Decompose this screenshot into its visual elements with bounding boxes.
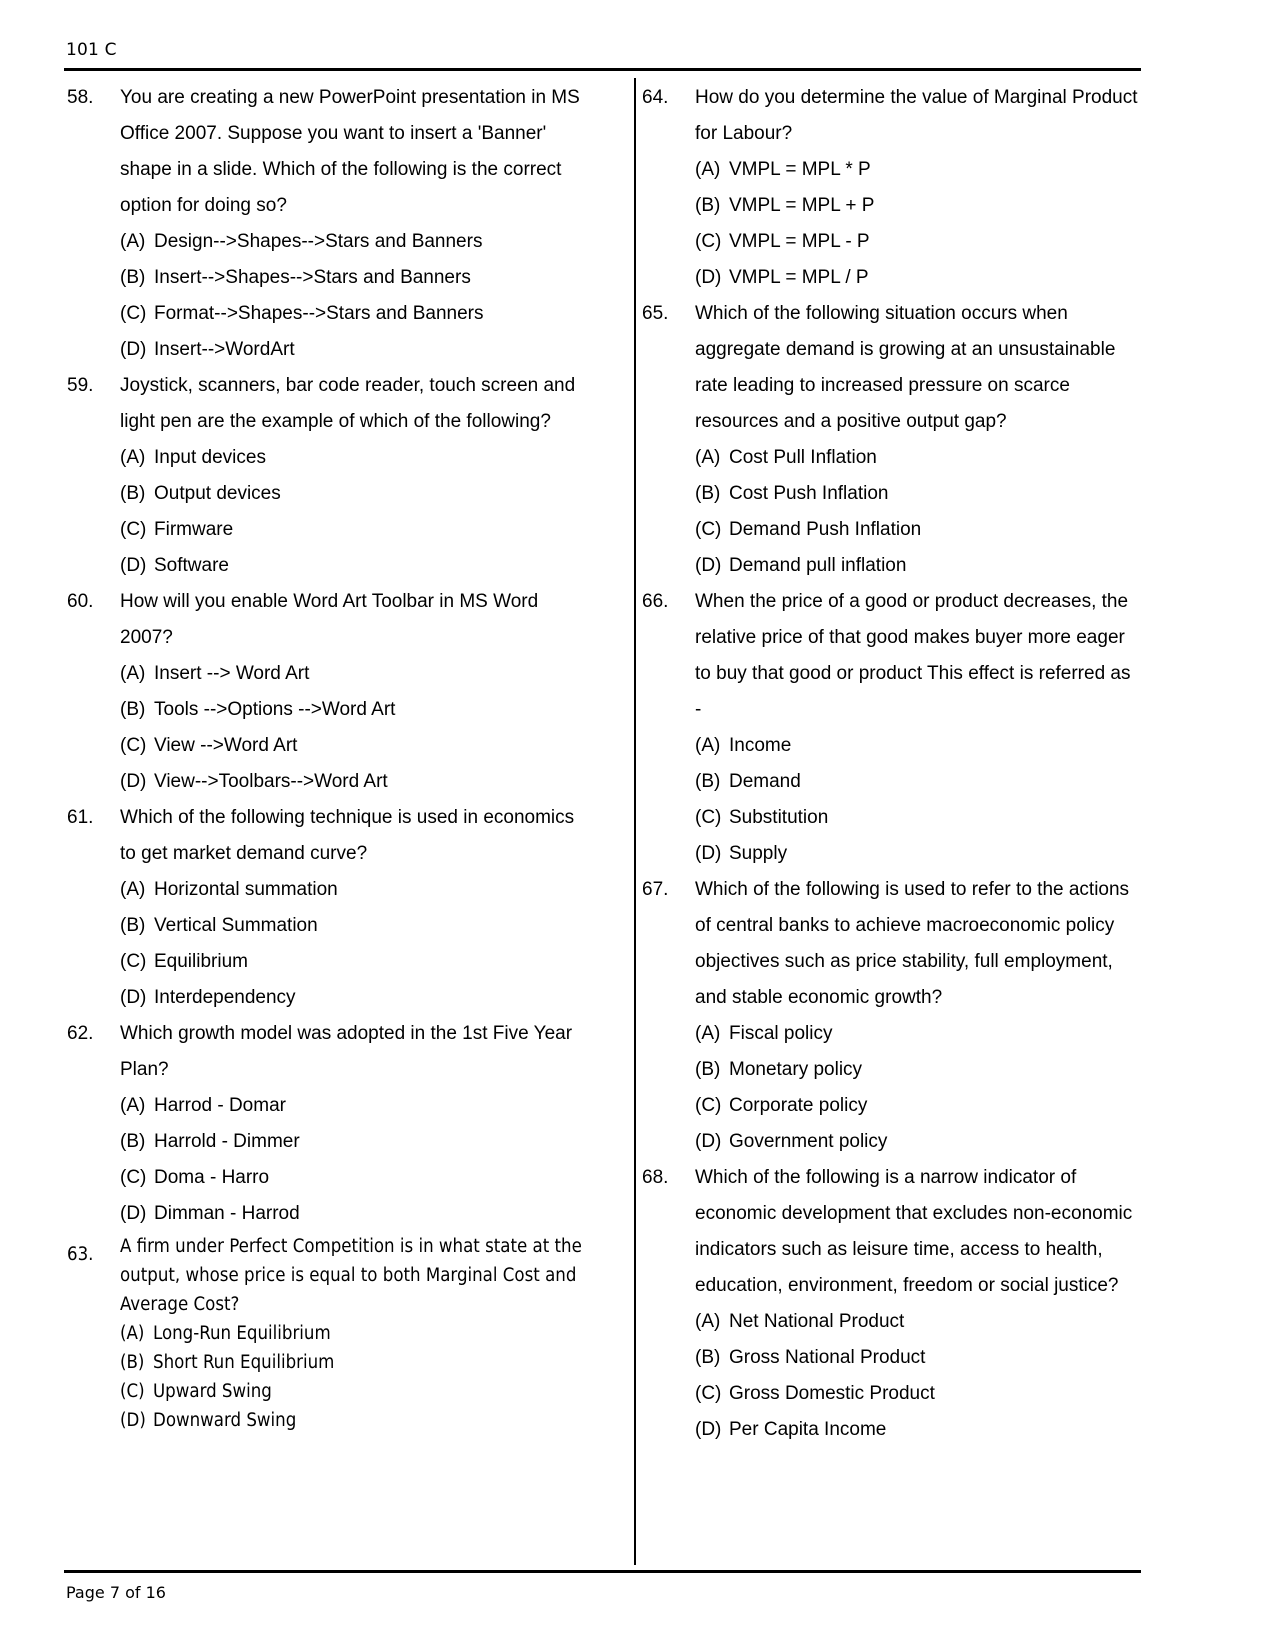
answer-option[interactable]: [120, 944, 591, 980]
option-text: VMPL = MPL / P: [729, 267, 869, 288]
option-text: Net National Product: [729, 1311, 905, 1332]
option-text: Software: [154, 555, 229, 576]
answer-option[interactable]: [695, 260, 1141, 296]
answer-option[interactable]: [695, 152, 1141, 188]
option-text: Upward Swing: [153, 1381, 272, 1402]
question-number: 59.: [67, 375, 94, 396]
option-key: (D): [695, 267, 722, 288]
option-text: Cost Push Inflation: [729, 483, 889, 504]
option-key: (D): [120, 555, 147, 576]
question-stem: Joystick, scanners, bar code reader, touch screen and light pen are the example of which of the following?: [120, 375, 576, 432]
question-stem: Which of the following is used to refer to the actions of central banks to achieve macroeconomic policy objectives such as price stability, full employment, and stable economic growth?: [695, 879, 1130, 1008]
option-key: (A): [120, 1323, 145, 1344]
option-text: Monetary policy: [729, 1059, 863, 1080]
answer-option[interactable]: [695, 1124, 1141, 1160]
option-text: Short Run Equilibrium: [153, 1352, 335, 1373]
page-number-label: Page 7 of 16: [66, 1583, 166, 1602]
question-body: [120, 800, 591, 1016]
answer-option[interactable]: [695, 548, 1141, 584]
question-block: [639, 584, 1141, 872]
option-key: (A): [120, 231, 146, 252]
answer-option[interactable]: [695, 224, 1141, 260]
header-divider-rule: [64, 68, 1141, 71]
option-key: (D): [695, 843, 722, 864]
option-text: View-->Toolbars-->Word Art: [154, 771, 388, 792]
option-key: (D): [695, 1131, 722, 1152]
question-body: [695, 872, 1141, 1160]
question-number: 68.: [642, 1167, 669, 1188]
option-key: (D): [695, 1419, 722, 1440]
answer-option[interactable]: [120, 1319, 591, 1348]
answer-option[interactable]: [120, 1348, 591, 1377]
option-key: (B): [120, 1131, 146, 1152]
answer-option[interactable]: [120, 764, 591, 800]
question-stem: A firm under Perfect Competition is in what state at the output, whose price is equal to both Marginal Cost and Average Cost?: [120, 1236, 582, 1315]
option-key: (A): [120, 663, 146, 684]
option-text: Cost Pull Inflation: [729, 447, 877, 468]
option-key: (B): [120, 699, 146, 720]
question-number: 66.: [642, 591, 669, 612]
option-text: Insert-->WordArt: [154, 339, 295, 360]
right-question-column: [609, 80, 1141, 1448]
option-key: (B): [120, 1352, 145, 1373]
question-stem: Which growth model was adopted in the 1st Five Year Plan?: [120, 1023, 573, 1080]
answer-option[interactable]: [120, 1196, 591, 1232]
option-text: VMPL = MPL + P: [729, 195, 875, 216]
option-text: VMPL = MPL - P: [729, 231, 870, 252]
question-number: 65.: [642, 303, 669, 324]
answer-option[interactable]: [120, 1406, 591, 1435]
question-body: [120, 1232, 591, 1435]
option-key: (B): [120, 483, 146, 504]
option-key: (D): [120, 987, 147, 1008]
option-text: Per Capita Income: [729, 1419, 887, 1440]
option-text: Substitution: [729, 807, 829, 828]
option-text: Vertical Summation: [154, 915, 318, 936]
question-block: [639, 80, 1141, 296]
option-key: (D): [120, 339, 147, 360]
option-key: (A): [695, 447, 721, 468]
option-text: VMPL = MPL * P: [729, 159, 871, 180]
question-block: [64, 1232, 591, 1435]
option-key: (C): [695, 519, 722, 540]
option-key: (A): [695, 1311, 721, 1332]
answer-option[interactable]: [120, 224, 591, 260]
answer-option[interactable]: [695, 1052, 1141, 1088]
option-text: Supply: [729, 843, 788, 864]
answer-option[interactable]: [695, 728, 1141, 764]
option-key: (A): [120, 447, 146, 468]
answer-option[interactable]: [120, 1088, 591, 1124]
question-block: [639, 296, 1141, 584]
option-text: Insert-->Shapes-->Stars and Banners: [154, 267, 471, 288]
option-text: Equilibrium: [154, 951, 248, 972]
answer-option[interactable]: [695, 1016, 1141, 1052]
option-key: (C): [120, 951, 147, 972]
answer-option[interactable]: [120, 1377, 591, 1406]
option-text: Demand pull inflation: [729, 555, 907, 576]
option-key: (B): [695, 195, 721, 216]
answer-option[interactable]: [120, 872, 591, 908]
answer-option[interactable]: [120, 296, 591, 332]
option-key: (B): [695, 1347, 721, 1368]
answer-option[interactable]: [120, 728, 591, 764]
option-key: (D): [120, 771, 147, 792]
option-key: (C): [695, 1095, 722, 1116]
option-key: (B): [695, 1059, 721, 1080]
option-key: (D): [120, 1203, 147, 1224]
answer-option[interactable]: [120, 476, 591, 512]
option-text: Harrod - Domar: [154, 1095, 286, 1116]
option-text: Long-Run Equilibrium: [153, 1323, 331, 1344]
option-text: Insert --> Word Art: [154, 663, 310, 684]
question-columns: [64, 80, 1141, 1448]
question-body: [120, 368, 591, 584]
option-key: (C): [120, 519, 147, 540]
question-number: 62.: [67, 1023, 94, 1044]
answer-option[interactable]: [695, 1412, 1141, 1448]
answer-option[interactable]: [695, 1376, 1141, 1412]
answer-option[interactable]: [120, 332, 591, 368]
option-key: (C): [120, 1167, 147, 1188]
option-text: Harrold - Dimmer: [154, 1131, 300, 1152]
answer-option[interactable]: [120, 656, 591, 692]
option-key: (A): [695, 735, 721, 756]
option-text: Gross National Product: [729, 1347, 926, 1368]
question-number: 60.: [67, 591, 94, 612]
option-key: (D): [695, 555, 722, 576]
answer-option[interactable]: [695, 440, 1141, 476]
paper-code: 101 C: [66, 40, 117, 60]
option-text: Interdependency: [154, 987, 296, 1008]
answer-option[interactable]: [120, 548, 591, 584]
question-stem: Which of the following is a narrow indicator of economic development that excludes non-economic indicators such as leisure time, access to health, education, environment, freedom or social justice?: [695, 1167, 1133, 1296]
option-key: (B): [120, 915, 146, 936]
option-key: (C): [120, 735, 147, 756]
question-block: [64, 80, 591, 368]
question-block: [64, 584, 591, 800]
answer-option[interactable]: [120, 692, 591, 728]
option-text: Output devices: [154, 483, 281, 504]
option-key: (C): [695, 1383, 722, 1404]
answer-option[interactable]: [120, 1160, 591, 1196]
question-number: 58.: [67, 87, 94, 108]
answer-option[interactable]: [695, 512, 1141, 548]
option-key: (C): [120, 303, 147, 324]
answer-option[interactable]: [120, 1124, 591, 1160]
option-text: View -->Word Art: [154, 735, 298, 756]
answer-option[interactable]: [695, 836, 1141, 872]
question-block: [64, 1016, 591, 1232]
answer-option[interactable]: [120, 512, 591, 548]
question-block: [639, 1160, 1141, 1448]
option-text: Doma - Harro: [154, 1167, 270, 1188]
option-text: Format-->Shapes-->Stars and Banners: [154, 303, 484, 324]
option-text: Demand Push Inflation: [729, 519, 922, 540]
answer-option[interactable]: [120, 440, 591, 476]
footer-divider-rule: [64, 1570, 1141, 1573]
answer-option[interactable]: [120, 980, 591, 1016]
question-body: [695, 1160, 1141, 1448]
question-block: [64, 368, 591, 584]
question-body: [695, 584, 1141, 872]
option-text: Horizontal summation: [154, 879, 338, 900]
question-stem: You are creating a new PowerPoint presentation in MS Office 2007. Suppose you want to insert a 'Banner' shape in a slide. Which of the following is the correct option for doing so?: [120, 87, 580, 216]
option-key: (B): [695, 483, 721, 504]
option-key: (C): [695, 807, 722, 828]
option-text: Tools -->Options -->Word Art: [154, 699, 396, 720]
question-stem: When the price of a good or product decreases, the relative price of that good makes buyer more eager to buy that good or product This effect is referred as -: [695, 591, 1131, 720]
option-key: (C): [120, 1381, 145, 1402]
question-stem: Which of the following technique is used in economics to get market demand curve?: [120, 807, 575, 864]
option-text: Dimman - Harrod: [154, 1203, 300, 1224]
question-number: 61.: [67, 807, 94, 828]
question-body: [120, 1016, 591, 1232]
option-text: Government policy: [729, 1131, 888, 1152]
option-key: (B): [120, 267, 146, 288]
option-text: Firmware: [154, 519, 234, 540]
option-text: Corporate policy: [729, 1095, 868, 1116]
answer-option[interactable]: [695, 800, 1141, 836]
answer-option[interactable]: [695, 188, 1141, 224]
option-text: Input devices: [154, 447, 266, 468]
option-text: Fiscal policy: [729, 1023, 833, 1044]
answer-option[interactable]: [695, 1088, 1141, 1124]
option-text: Gross Domestic Product: [729, 1383, 935, 1404]
question-block: [639, 872, 1141, 1160]
question-body: [695, 296, 1141, 584]
answer-option[interactable]: [695, 476, 1141, 512]
question-stem: How do you determine the value of Marginal Product for Labour?: [695, 87, 1138, 144]
question-block: [64, 800, 591, 1016]
question-body: [120, 584, 591, 800]
option-key: (C): [695, 231, 722, 252]
answer-option[interactable]: [120, 260, 591, 296]
option-key: (B): [695, 771, 721, 792]
option-text: Income: [729, 735, 792, 756]
option-text: Downward Swing: [153, 1410, 297, 1431]
option-key: (A): [695, 159, 721, 180]
answer-option[interactable]: [695, 1304, 1141, 1340]
question-body: [120, 80, 591, 368]
left-question-column: [64, 80, 609, 1435]
answer-option[interactable]: [695, 764, 1141, 800]
question-body: [695, 80, 1141, 296]
option-text: Demand: [729, 771, 801, 792]
question-number: 67.: [642, 879, 669, 900]
question-number: 64.: [642, 87, 669, 108]
option-key: (A): [120, 1095, 146, 1116]
answer-option[interactable]: [120, 908, 591, 944]
option-key: (D): [120, 1410, 146, 1431]
option-text: Design-->Shapes-->Stars and Banners: [154, 231, 483, 252]
option-key: (A): [695, 1023, 721, 1044]
question-stem: Which of the following situation occurs when aggregate demand is growing at an unsustainable rate leading to increased pressure on scarce resources and a positive output gap?: [695, 303, 1116, 432]
question-number: 63.: [67, 1244, 94, 1265]
answer-option[interactable]: [695, 1340, 1141, 1376]
question-stem: How will you enable Word Art Toolbar in MS Word 2007?: [120, 591, 539, 648]
option-key: (A): [120, 879, 146, 900]
